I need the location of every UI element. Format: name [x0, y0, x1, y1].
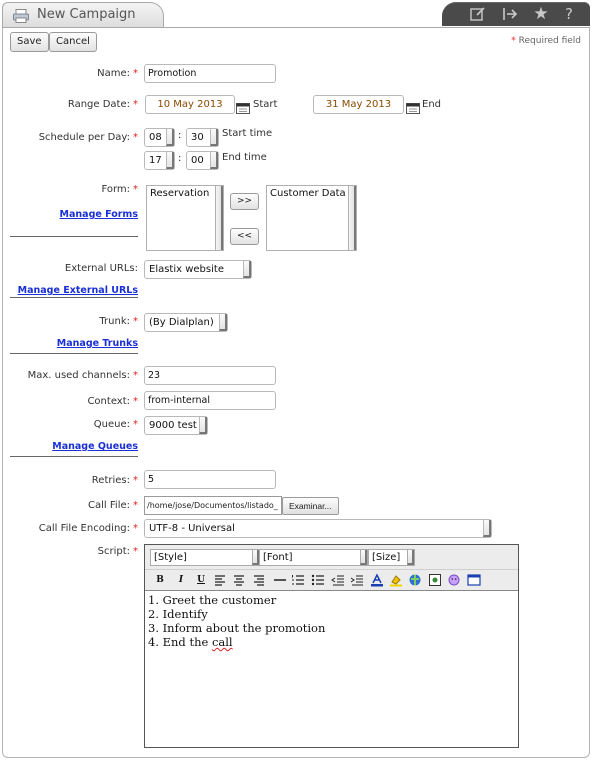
align-left-icon[interactable]: [213, 573, 227, 587]
range-date-label: [68, 99, 138, 110]
call-file-path[interactable]: /home/jose/Documentos/listado_: [144, 496, 282, 515]
trunk-value: (By Dialplan): [149, 317, 214, 328]
divider: [10, 236, 138, 237]
align-right-icon[interactable]: [252, 573, 266, 587]
start-label: Start: [253, 99, 278, 110]
chevron-down-icon: [210, 129, 218, 146]
highlight-color-icon[interactable]: [389, 573, 403, 587]
script-line: [148, 635, 514, 649]
add-form-button[interactable]: >>: [230, 193, 259, 210]
misspelled-word: call: [211, 635, 233, 649]
time-separator: :: [178, 130, 182, 141]
required-marker: *: [133, 546, 138, 557]
retries-label: [92, 475, 138, 486]
schedule-label: [39, 132, 138, 143]
calendar-icon[interactable]: [406, 102, 420, 114]
chevron-down-icon: [199, 417, 207, 434]
required-marker: *: [133, 99, 138, 110]
header-divider: [2, 27, 590, 28]
max-channels-label: [28, 370, 138, 381]
manage-queues-link[interactable]: Manage Queues: [52, 441, 138, 452]
script-editor[interactable]: [144, 544, 519, 748]
chevron-down-icon: [252, 550, 259, 565]
context-input[interactable]: from-internal: [144, 391, 276, 410]
manage-external-urls-link[interactable]: Manage External URLs: [17, 285, 138, 296]
encoding-value: UTF-8 - Universal: [149, 523, 235, 534]
required-marker: *: [133, 184, 138, 195]
divider: [10, 297, 138, 298]
trunk-label-text: Trunk:: [99, 316, 130, 327]
remove-form-button[interactable]: <<: [230, 228, 259, 245]
indent-icon[interactable]: [350, 573, 364, 587]
link-icon[interactable]: [408, 573, 422, 587]
start-time-label: Start time: [222, 128, 273, 139]
schedule-label-text: Schedule per Day:: [38, 132, 130, 143]
manage-forms-link[interactable]: Manage Forms: [59, 209, 138, 220]
call-file-label: [88, 500, 138, 511]
end-minute-value: 00: [191, 155, 204, 166]
retries-label-text: Retries:: [91, 475, 130, 486]
help-icon[interactable]: ?: [565, 5, 573, 23]
queue-label-text: Queue:: [93, 419, 130, 430]
retries-input[interactable]: 5: [144, 470, 276, 489]
cancel-button[interactable]: Cancel: [49, 32, 97, 52]
calendar-icon[interactable]: [236, 102, 250, 114]
underline-icon[interactable]: U: [197, 575, 205, 585]
encoding-label-text: Call File Encoding:: [38, 523, 130, 534]
bold-icon[interactable]: B: [156, 575, 164, 585]
horizontal-rule-icon[interactable]: [273, 573, 287, 587]
required-marker: *: [133, 132, 138, 143]
style-select[interactable]: [150, 549, 260, 566]
name-label-text: Name:: [97, 68, 130, 79]
font-select-value: [Font]: [263, 552, 293, 563]
edit-icon[interactable]: [469, 6, 487, 22]
size-select[interactable]: [368, 549, 415, 566]
scrollbar[interactable]: [348, 186, 356, 250]
chevron-down-icon: [166, 152, 174, 169]
editor-toolbar-bottom: [145, 570, 518, 591]
image-icon[interactable]: [428, 573, 442, 587]
required-marker: *: [133, 68, 138, 79]
required-marker: *: [133, 370, 138, 381]
end-hour-select[interactable]: [144, 151, 175, 170]
encoding-select[interactable]: [144, 519, 492, 538]
align-center-icon[interactable]: [232, 573, 246, 587]
end-minute-select[interactable]: [186, 151, 219, 170]
external-urls-value: Elastix website: [149, 264, 224, 275]
outdent-icon[interactable]: [331, 573, 345, 587]
chevron-down-icon: [483, 520, 491, 537]
queue-select[interactable]: [144, 416, 208, 435]
end-time-label: End time: [222, 152, 267, 163]
header-toolbar: [442, 2, 590, 26]
chevron-down-icon: [360, 550, 367, 565]
required-marker: *: [133, 396, 138, 407]
required-marker: *: [133, 523, 138, 534]
required-marker: *: [133, 500, 138, 511]
list-item[interactable]: Reservation: [150, 188, 210, 199]
chevron-down-icon: [243, 261, 251, 278]
script-editor-content[interactable]: [148, 593, 514, 649]
source-view-icon[interactable]: [467, 573, 481, 587]
form-label: [101, 184, 138, 195]
available-forms-list[interactable]: [146, 185, 224, 251]
script-line: 3. Inform about the promotion: [148, 621, 326, 635]
script-label-text: Script:: [97, 546, 130, 557]
numbered-list-icon[interactable]: [291, 573, 305, 587]
name-label: [97, 68, 138, 79]
chevron-down-icon: [407, 550, 414, 565]
external-urls-label: External URLs:: [64, 263, 138, 274]
context-label: [87, 396, 138, 407]
skip-to-end-icon[interactable]: [501, 6, 519, 22]
required-note-text: Required field: [518, 36, 581, 46]
save-button[interactable]: Save: [10, 32, 49, 52]
script-line: 1. Greet the customer: [148, 593, 277, 607]
required-marker: *: [133, 419, 138, 430]
font-select[interactable]: [259, 549, 368, 566]
trunk-label: [99, 316, 138, 327]
printer-icon: [13, 9, 29, 23]
script-label: [98, 546, 138, 557]
text-color-icon[interactable]: [370, 573, 384, 587]
editor-toolbar-top: [145, 545, 518, 570]
star-icon[interactable]: ★: [533, 4, 549, 24]
form-label-text: Form:: [101, 184, 130, 195]
start-minute-value: 30: [191, 132, 204, 143]
call-file-encoding-label: [39, 523, 138, 534]
queue-label: [94, 419, 138, 430]
name-input[interactable]: Promotion: [144, 64, 276, 83]
end-hour-value: 17: [149, 155, 162, 166]
style-select-value: [Style]: [154, 552, 187, 563]
manage-trunks-link[interactable]: Manage Trunks: [56, 338, 138, 349]
required-star: *: [511, 36, 516, 46]
queue-value: 9000 test: [149, 420, 197, 431]
smiley-icon[interactable]: [447, 573, 461, 587]
start-date-input[interactable]: 10 May 2013: [145, 95, 235, 114]
required-field-note: [511, 36, 581, 46]
header-bar: [0, 0, 592, 27]
chevron-down-icon: [219, 314, 227, 331]
call-file-label-text: Call File:: [88, 500, 130, 511]
italic-icon[interactable]: I: [178, 575, 184, 585]
chevron-down-icon: [210, 152, 218, 169]
bullet-list-icon[interactable]: [311, 573, 325, 587]
max-channels-input[interactable]: 23: [144, 366, 276, 385]
size-select-value: [Size]: [372, 552, 401, 563]
title-tab: [2, 2, 164, 28]
script-line-text: 4. End the: [148, 635, 212, 649]
divider: [10, 353, 138, 354]
required-marker: *: [133, 475, 138, 486]
start-hour-select[interactable]: [144, 128, 175, 147]
end-date-input[interactable]: 31 May 2013: [313, 95, 404, 114]
scrollbar[interactable]: [215, 186, 223, 250]
range-date-label-text: Range Date:: [67, 99, 130, 110]
trunk-select[interactable]: [144, 313, 228, 332]
browse-button[interactable]: Examinar...: [282, 497, 339, 515]
script-line: 2. Identify: [148, 607, 208, 621]
max-channels-label-text: Max. used channels:: [27, 370, 130, 381]
context-label-text: Context:: [87, 396, 130, 407]
start-minute-select[interactable]: [186, 128, 219, 147]
external-urls-select[interactable]: [144, 260, 252, 279]
required-marker: *: [133, 316, 138, 327]
list-item[interactable]: Customer Data: [270, 188, 346, 199]
time-separator: :: [178, 153, 182, 164]
start-hour-value: 08: [149, 132, 162, 143]
selected-forms-list[interactable]: [266, 185, 357, 251]
chevron-down-icon: [166, 129, 174, 146]
page-title: New Campaign: [37, 7, 136, 22]
end-label: End: [422, 99, 442, 110]
divider: [10, 456, 138, 457]
